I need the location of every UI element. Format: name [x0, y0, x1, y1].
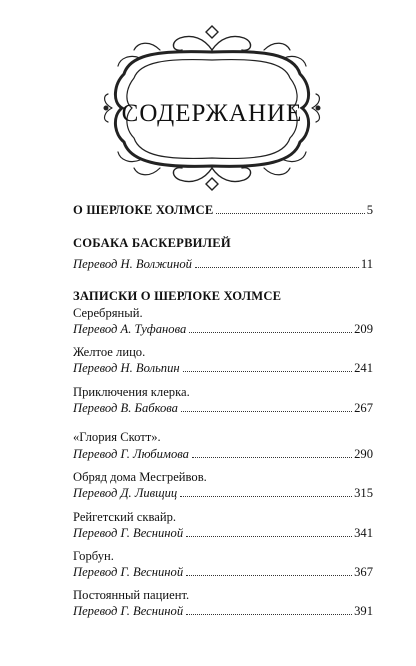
- toc-entry[interactable]: [73, 322, 373, 340]
- translator-credit: Перевод Г. Любимова: [73, 447, 189, 461]
- page-number: 315: [354, 486, 373, 500]
- toc-entry[interactable]: [73, 565, 373, 583]
- dot-leader: [195, 267, 359, 268]
- toc-entry[interactable]: [73, 401, 373, 419]
- translator-credit: Перевод В. Бабкова: [73, 401, 178, 415]
- page-number: 241: [354, 361, 373, 375]
- dot-leader: [186, 575, 352, 576]
- translator-credit: Перевод А. Туфанова: [73, 322, 187, 336]
- story-title-text: «Глория Скотт».: [73, 430, 161, 444]
- page-number: 11: [360, 257, 373, 271]
- story-title-text: Горбун.: [73, 549, 114, 563]
- dot-leader: [189, 332, 352, 333]
- toc-section-heading[interactable]: [73, 289, 373, 307]
- toc-entry-title: ЗАПИСКИ О ШЕРЛОКЕ ХОЛМСЕ: [73, 289, 282, 303]
- translator-credit: Перевод Г. Весниной: [73, 604, 184, 618]
- dot-leader: [180, 496, 352, 497]
- dot-leader: [181, 411, 352, 412]
- page-number: 341: [354, 526, 373, 540]
- story-title: [73, 430, 373, 448]
- story-title-text: Рейгетский сквайр.: [73, 510, 177, 524]
- page-number: 290: [354, 447, 373, 461]
- toc-entry-translator[interactable]: [73, 257, 373, 275]
- translator-credit: Перевод Г. Весниной: [73, 526, 184, 540]
- page-title: СОДЕРЖАНИЕ: [121, 100, 303, 127]
- page-number: 5: [366, 203, 373, 217]
- toc-entry-title: СОБАКА БАСКЕРВИЛЕЙ: [73, 236, 231, 250]
- story-title-text: Серебряный.: [73, 306, 143, 320]
- toc-entry[interactable]: [73, 526, 373, 544]
- translator-credit: Перевод Н. Вольпин: [73, 361, 180, 375]
- page-number: 367: [354, 565, 373, 579]
- dot-leader: [183, 371, 352, 372]
- toc-entry[interactable]: [73, 486, 373, 504]
- toc-entry[interactable]: [73, 604, 373, 622]
- page-number: 267: [354, 401, 373, 415]
- toc-entry-o-sherloke[interactable]: [73, 203, 373, 221]
- page-number: 209: [354, 322, 373, 336]
- translator-credit: Перевод Г. Весниной: [73, 565, 184, 579]
- translator-credit: Перевод Н. Волжиной: [73, 257, 192, 271]
- story-title-text: Приключения клерка.: [73, 385, 190, 399]
- translator-credit: Перевод Д. Ливщиц: [73, 486, 178, 500]
- story-title-text: Постоянный пациент.: [73, 588, 190, 602]
- dot-leader: [192, 457, 352, 458]
- toc-entry[interactable]: [73, 361, 373, 379]
- dot-leader: [186, 536, 352, 537]
- story-title-text: Обряд дома Месгрейвов.: [73, 470, 207, 484]
- page-number: 391: [354, 604, 373, 618]
- dot-leader: [216, 213, 364, 214]
- dot-leader: [186, 614, 352, 615]
- toc-section-heading[interactable]: [73, 236, 373, 254]
- toc-entry[interactable]: [73, 447, 373, 465]
- toc-entry-title: О ШЕРЛОКЕ ХОЛМСЕ: [73, 203, 214, 217]
- story-title-text: Желтое лицо.: [73, 345, 146, 359]
